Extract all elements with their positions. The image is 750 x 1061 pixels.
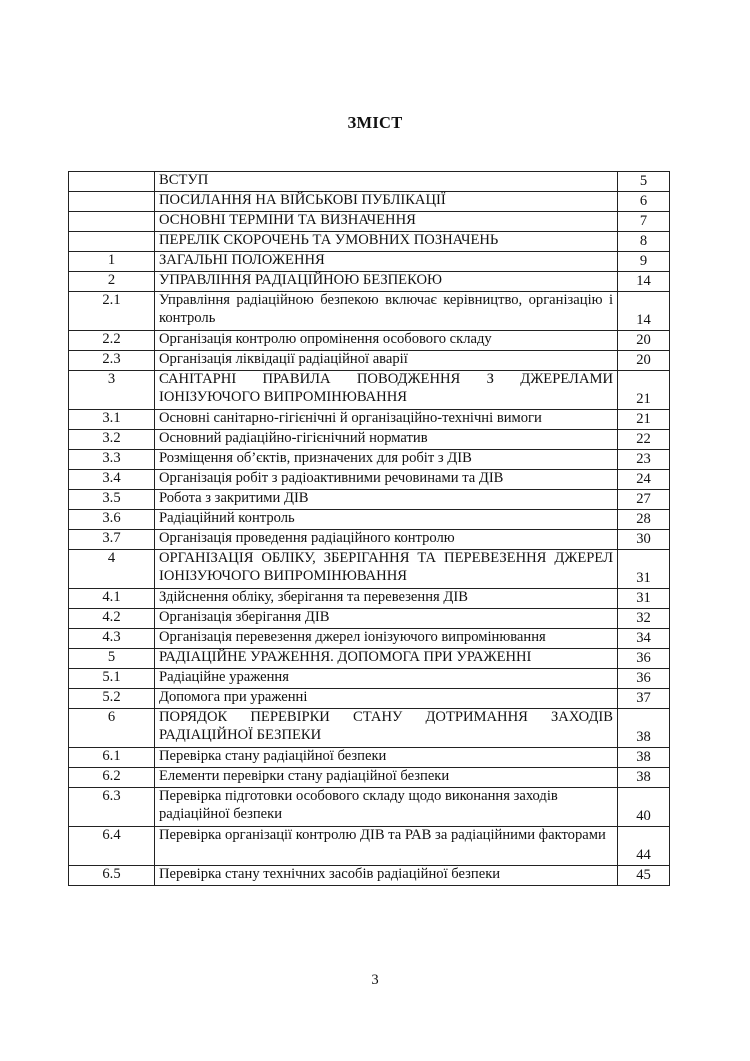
- section-page: 31: [618, 550, 670, 589]
- section-number: 6.2: [69, 768, 155, 788]
- section-title: Радіаційне ураження: [155, 669, 618, 689]
- table-row: [69, 272, 670, 292]
- table-row: [69, 292, 670, 331]
- table-row: [69, 510, 670, 530]
- section-number: 2.2: [69, 331, 155, 351]
- section-page: 40: [618, 788, 670, 827]
- section-title: Перевірка організації контролю ДІВ та РАВ за радіаційними факторами: [155, 827, 618, 866]
- section-page: 21: [618, 371, 670, 410]
- section-title: Перевірка стану технічних засобів радіаційної безпеки: [155, 866, 618, 886]
- section-page: 21: [618, 410, 670, 430]
- section-title: Розміщення об’єктів, призначених для робіт з ДІВ: [155, 450, 618, 470]
- section-page: 36: [618, 669, 670, 689]
- table-row: [69, 649, 670, 669]
- section-number: 3.5: [69, 490, 155, 510]
- table-row: [69, 232, 670, 252]
- table-row: [69, 689, 670, 709]
- section-title: ВСТУП: [155, 172, 618, 192]
- table-row: [69, 192, 670, 212]
- section-page: 38: [618, 709, 670, 748]
- section-number: 3.6: [69, 510, 155, 530]
- section-number: 6.5: [69, 866, 155, 886]
- section-number: 3.2: [69, 430, 155, 450]
- section-title: Здійснення обліку, зберігання та перевезення ДІВ: [155, 589, 618, 609]
- section-title: Елементи перевірки стану радіаційної безпеки: [155, 768, 618, 788]
- table-row: [69, 410, 670, 430]
- section-page: 31: [618, 589, 670, 609]
- section-number: 5.1: [69, 669, 155, 689]
- table-row: [69, 490, 670, 510]
- section-title: ОРГАНІЗАЦІЯ ОБЛІКУ, ЗБЕРІГАННЯ ТА ПЕРЕВЕЗЕННЯ ДЖЕРЕЛ ІОНІЗУЮЧОГО ВИПРОМІНЮВАННЯ: [155, 550, 618, 589]
- section-page: 14: [618, 272, 670, 292]
- section-number: [69, 192, 155, 212]
- table-row: [69, 172, 670, 192]
- section-number: [69, 172, 155, 192]
- section-title: ОСНОВНІ ТЕРМІНИ ТА ВИЗНАЧЕННЯ: [155, 212, 618, 232]
- section-title: Радіаційний контроль: [155, 510, 618, 530]
- section-title: ПОРЯДОК ПЕРЕВІРКИ СТАНУ ДОТРИМАННЯ ЗАХОДІВ РАДІАЦІЙНОЇ БЕЗПЕКИ: [155, 709, 618, 748]
- section-page: 38: [618, 748, 670, 768]
- section-number: 6.1: [69, 748, 155, 768]
- table-row: [69, 212, 670, 232]
- table-row: [69, 470, 670, 490]
- section-number: 3.3: [69, 450, 155, 470]
- section-page: 6: [618, 192, 670, 212]
- section-page: 9: [618, 252, 670, 272]
- section-title: Організація контролю опромінення особового складу: [155, 331, 618, 351]
- section-page: 24: [618, 470, 670, 490]
- table-row: [69, 669, 670, 689]
- table-row: [69, 768, 670, 788]
- table-row: [69, 589, 670, 609]
- section-page: 23: [618, 450, 670, 470]
- section-page: 22: [618, 430, 670, 450]
- section-number: 5: [69, 649, 155, 669]
- section-page: 44: [618, 827, 670, 866]
- section-page: 5: [618, 172, 670, 192]
- section-number: 6.4: [69, 827, 155, 866]
- section-number: 3.7: [69, 530, 155, 550]
- section-page: 34: [618, 629, 670, 649]
- section-title: Основні санітарно-гігієнічні й організаційно-технічні вимоги: [155, 410, 618, 430]
- section-title: Допомога при ураженні: [155, 689, 618, 709]
- section-title: Організація ліквідації радіаційної аварії: [155, 351, 618, 371]
- table-of-contents: [68, 171, 670, 886]
- table-row: [69, 866, 670, 886]
- section-title: Перевірка стану радіаційної безпеки: [155, 748, 618, 768]
- table-row: [69, 371, 670, 410]
- table-row: [69, 827, 670, 866]
- section-title: ПОСИЛАННЯ НА ВІЙСЬКОВІ ПУБЛІКАЦІЇ: [155, 192, 618, 212]
- section-page: 37: [618, 689, 670, 709]
- table-row: [69, 609, 670, 629]
- section-number: 3: [69, 371, 155, 410]
- table-row: [69, 430, 670, 450]
- section-title: Організація перевезення джерел іонізуючого випромінювання: [155, 629, 618, 649]
- page-number: 3: [371, 972, 379, 988]
- table-row: [69, 252, 670, 272]
- section-title: УПРАВЛІННЯ РАДІАЦІЙНОЮ БЕЗПЕКОЮ: [155, 272, 618, 292]
- table-row: [69, 709, 670, 748]
- table-row: [69, 748, 670, 768]
- section-page: 32: [618, 609, 670, 629]
- section-page: 8: [618, 232, 670, 252]
- section-page: 28: [618, 510, 670, 530]
- section-title: САНІТАРНІ ПРАВИЛА ПОВОДЖЕННЯ З ДЖЕРЕЛАМИ ІОНІЗУЮЧОГО ВИПРОМІНЮВАННЯ: [155, 371, 618, 410]
- section-title: ПЕРЕЛІК СКОРОЧЕНЬ ТА УМОВНИХ ПОЗНАЧЕНЬ: [155, 232, 618, 252]
- section-number: 3.4: [69, 470, 155, 490]
- section-page: 45: [618, 866, 670, 886]
- section-number: 5.2: [69, 689, 155, 709]
- section-page: 20: [618, 351, 670, 371]
- section-number: 4.3: [69, 629, 155, 649]
- section-page: 38: [618, 768, 670, 788]
- section-title: Робота з закритими ДІВ: [155, 490, 618, 510]
- section-title: Організація зберігання ДІВ: [155, 609, 618, 629]
- section-number: 2: [69, 272, 155, 292]
- section-title: Управління радіаційною безпекою включає керівництво, організацію і контроль: [155, 292, 618, 331]
- section-page: 20: [618, 331, 670, 351]
- table-row: [69, 530, 670, 550]
- section-number: 6: [69, 709, 155, 748]
- page-title: ЗМІСТ: [347, 113, 403, 132]
- table-row: [69, 788, 670, 827]
- section-page: 7: [618, 212, 670, 232]
- section-page: 14: [618, 292, 670, 331]
- section-number: [69, 212, 155, 232]
- table-row: [69, 351, 670, 371]
- section-title: ЗАГАЛЬНІ ПОЛОЖЕННЯ: [155, 252, 618, 272]
- table-row: [69, 450, 670, 470]
- section-page: 30: [618, 530, 670, 550]
- section-number: 4.2: [69, 609, 155, 629]
- section-number: 1: [69, 252, 155, 272]
- section-title: Організація робіт з радіоактивними речовинами та ДІВ: [155, 470, 618, 490]
- section-title: Перевірка підготовки особового складу щодо виконання заходів радіаційної безпеки: [155, 788, 618, 827]
- section-page: 27: [618, 490, 670, 510]
- section-title: РАДІАЦІЙНЕ УРАЖЕННЯ. ДОПОМОГА ПРИ УРАЖЕННІ: [155, 649, 618, 669]
- table-row: [69, 629, 670, 649]
- table-row: [69, 331, 670, 351]
- section-page: 36: [618, 649, 670, 669]
- section-number: 6.3: [69, 788, 155, 827]
- section-number: 4.1: [69, 589, 155, 609]
- table-row: [69, 550, 670, 589]
- section-number: 3.1: [69, 410, 155, 430]
- section-number: 2.1: [69, 292, 155, 331]
- section-number: 4: [69, 550, 155, 589]
- section-number: [69, 232, 155, 252]
- section-title: Організація проведення радіаційного контролю: [155, 530, 618, 550]
- section-title: Основний радіаційно-гігієнічний норматив: [155, 430, 618, 450]
- section-number: 2.3: [69, 351, 155, 371]
